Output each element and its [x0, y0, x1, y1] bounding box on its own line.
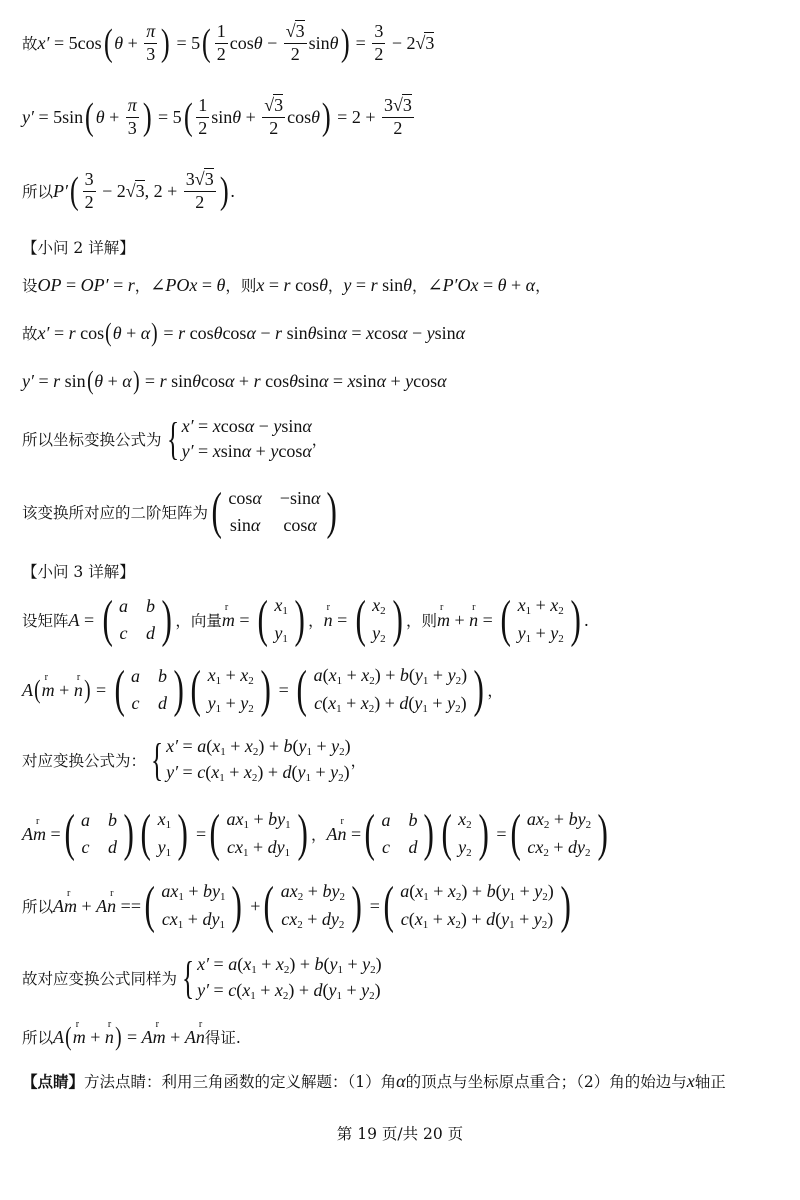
section-3-heading: 【小问 3 详解】	[22, 563, 135, 581]
line-rotation-matrix: 该变换所对应的二阶矩阵为 ( cosα −sinα sinα cosα )	[22, 483, 338, 540]
line-am-plus-an: 所以 A r m + A r n == ( $ax_1 + by_1$ $cx_1 + dy_1$ ) + ( $ax_2 + by_2$ $cx_2 + dy_2$ ) = ( $a(x_1 + x_2) + b(y_1 + y_2)$ $c(x_1 + x_2) + d(y_1 + y_2)$ )	[22, 880, 574, 932]
line-transform-same: 故对应变换公式同样为 { $x' = a(x_1 + x_2) + b(y_1 + y_2)$ $y' = c(x_1 + x_2) + d(y_1 + y_2)$	[22, 952, 382, 1003]
page-number: 第 19 页/共 20 页	[336, 1125, 464, 1143]
formula-y-prime: y′ = 5sin ( θ + $\frac{\pi}{3}$ ) = 5 ( $\frac{1}{2}$ sin θ + $\frac{√3}{2}$ cos θ ) = 2 + $\frac{3√3}{2}$	[22, 95, 412, 139]
line-transform-formula: 所以坐标变换公式为 { x′ = xcosα − ysinα y′ = xsinα + ycosα ，	[22, 413, 328, 464]
formula-x-prime: x′ = 5cos ( θ + $\frac{\pi}{3}$ ) = 5 ( $\frac{1}{2}$ cos θ − $\frac{√3}{2}$ sin θ ) = $\frac{3}{2}$ − 2√ 3	[37, 21, 435, 65]
line-transform-formula-3: 对应变换公式为： { $x' = a(x_1 + x_2) + b(y_1 + y_2)$ $y' = c(x_1 + x_2) + d(y_1 + y_2)$ ，	[22, 734, 367, 785]
line-setup-3: 设矩阵 A = ( a b c d ) ，向量 r m = ( $x_1$ $y_1$ ) ， r n = ( $x_2$ $y_2$ ) ，则 r m + r n = ( $x_1 + x_2$ $y_1 + y_2$ ) .	[22, 594, 589, 646]
line-setup-2: 设 OP = OP′ = r ， ∠ POx = θ ，则 x = r cos θ ， y = r sin θ ， ∠ P′Ox = θ + α ，	[22, 274, 551, 295]
formula-p-prime: P′ ( $\frac{3}{2}$ − 2√ 3 , 2 + $\frac{3√3}{2}$ ) .	[53, 169, 235, 213]
line-a-m-plus-n: A ( r m + r n ) = ( a b c d ) ( $x_1 + x_2$ $y_1 + y_2$ ) = ( $a(x_1 + x_2) + b(y_1 + y_2)$ $c(x_1 + x_2) + d(y_1 + y_2)$ ) ，	[22, 664, 503, 716]
line-x-prime: 故 x′ = 5cos ( θ + $\frac{\pi}{3}$ ) = 5 ( $\frac{1}{2}$ cos θ − $\frac{√3}{2}$ sin θ ) = $\frac{3}{2}$ − 2√ 3	[22, 21, 435, 65]
line-conclusion: 所以 A ( r m + r n ) = A r m + A r n 得证.	[22, 1024, 241, 1050]
line-am-an: A r m = ( a b c d ) ( $x_1$ $y_1$ ) = ( $ax_1 + by_1$ $cx_1 + dy_1$ ) ， A r n = ( a b c d ) ( $x_2$ $y_2$ ) = ( $ax_2 + by_2$ $cx_2 + dy_2$ )	[22, 808, 611, 860]
note-line: 【点睛】 方法点睛：利用三角函数的定义解题：（1）角 α 的顶点与坐标原点重合；（2）角的始边与 x 轴正	[22, 1070, 726, 1091]
line-y-prime-general: y′ = r sin ( θ + α ) = r sin θ cos α + r cos θ sin α = x sin α + y cos α	[22, 366, 447, 395]
line-x-prime-general: 故 x′ = r cos ( θ + α ) = r cos θ cos α − r sin θ sin α = x cos α − y sin α	[22, 318, 466, 347]
line-y-prime	[22, 96, 416, 139]
line-p-prime: 所以 P′ ( $\frac{3}{2}$ − 2√ 3 , 2 + $\frac{3√3}{2}$ ) .	[22, 169, 235, 213]
section-2-heading: 【小问 2 详解】	[22, 239, 135, 257]
